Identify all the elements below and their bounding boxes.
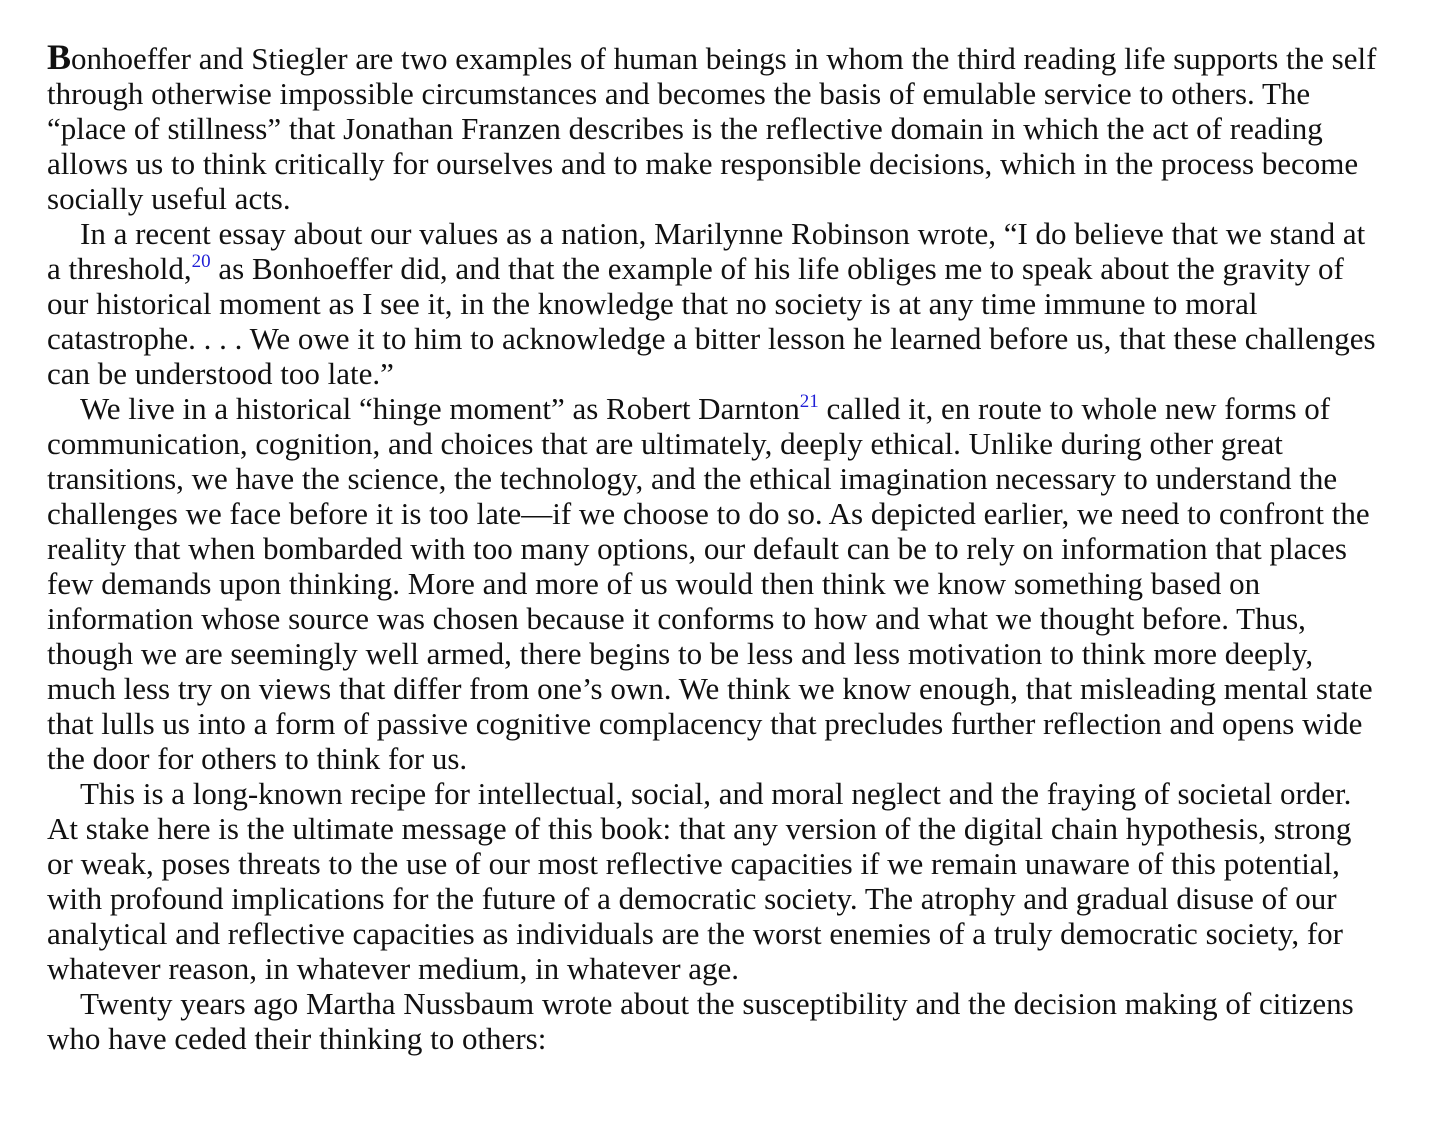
paragraph-text: as Bonhoeffer did, and that the example of his life obliges me to speak about the gravity of our historical moment as I see it, in the knowledge that no society is at any time immune to moral catastrophe. . . . We owe it to him to acknowledge a bitter lesson he learned before us, that these challenges can be understood too late.” xyxy=(47,251,1376,391)
drop-cap: B xyxy=(47,37,72,77)
paragraph-5 xyxy=(47,986,1377,1056)
paragraph-2 xyxy=(47,216,1377,391)
paragraph-text: called it, en route to whole new forms of communication, cognition, and choices that are ultimately, deeply ethical. Unlike during other great transitions, we have the science, the technology, and the ethical imagination necessary to understand the challenges we face before it is too late—if we choose to do so. As depicted earlier, we need to confront the reality that when bombarded with too many options, our default can be to rely on information that places few demands upon thinking. More and more of us would then think we know something based on information whose source was chosen because it conforms to how and what we thought before. Thus, though we are seemingly well armed, there begins to be less and less motivation to think more deeply, much less try on views that differ from one’s own. We think we know enough, that misleading mental state that lulls us into a form of passive cognitive complacency that precludes further reflection and opens wide the door for others to think for us. xyxy=(47,391,1373,776)
paragraph-text: onhoeffer and Stiegler are two examples of human beings in whom the third reading life supports the self through otherwise impossible circumstances and becomes the basis of emulable service to others. The “place of stillness” that Jonathan Franzen describes is the reflective domain in which the act of reading allows us to think critically for ourselves and to make responsible decisions, which in the process become socially useful acts. xyxy=(47,41,1377,216)
paragraph-text: Twenty years ago Martha Nussbaum wrote about the susceptibility and the decision making of citizens who have ceded their thinking to others: xyxy=(47,986,1354,1056)
paragraph-3 xyxy=(47,391,1377,776)
footnote-link-21[interactable]: 21 xyxy=(799,391,819,412)
paragraph-4 xyxy=(47,776,1377,986)
footnote-link-20[interactable]: 20 xyxy=(191,251,211,272)
paragraph-1 xyxy=(47,37,1377,216)
paragraph-text: We live in a historical “hinge moment” as Robert Darnton xyxy=(80,391,800,426)
document-page xyxy=(47,37,1377,1056)
paragraph-text: This is a long-known recipe for intellectual, social, and moral neglect and the fraying of societal order. At stake here is the ultimate message of this book: that any version of the digital chain hypothesis, strong or weak, poses threats to the use of our most reflective capacities if we remain unaware of this potential, with profound implications for the future of a democratic society. The atrophy and gradual disuse of our analytical and reflective capacities as individuals are the worst enemies of a truly democratic society, for whatever reason, in whatever medium, in whatever age. xyxy=(47,776,1352,986)
paragraph-text: In a recent essay about our values as a nation, Marilynne Robinson wrote, “I do believe that we stand at a threshold, xyxy=(47,216,1366,286)
